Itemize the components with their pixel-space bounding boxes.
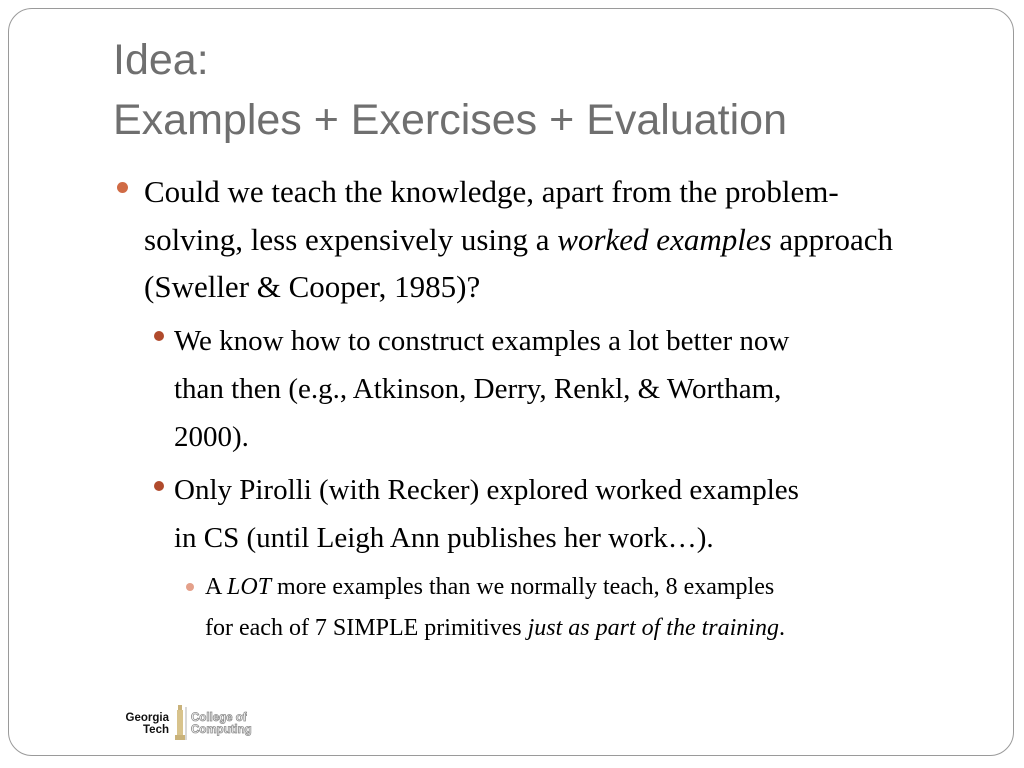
emphasis-text: LOT — [227, 574, 272, 600]
text-run: solving, less expensively using a — [144, 221, 558, 257]
logo-dept-line: Computing — [191, 724, 252, 736]
logo-org-name — [111, 712, 169, 736]
title-line-1: Idea: — [113, 36, 209, 84]
emphasis-text: just as part of the training — [527, 615, 779, 641]
bullet-line: than then (e.g., Atkinson, Derry, Renkl, & Wortham, — [174, 373, 782, 405]
bullet-line: in CS (until Leigh Ann publishes her work…). — [174, 522, 714, 554]
logo-org-line: Georgia — [125, 712, 169, 724]
bullet-line — [144, 216, 974, 264]
text-run: . — [778, 615, 785, 641]
logo-dept-name — [191, 712, 252, 736]
georgia-tech-logo — [111, 703, 261, 743]
bullet-line: 2000). — [174, 421, 249, 453]
text-run: more examples than we normally teach, 8 examples — [271, 574, 775, 600]
bullet-dot-level-1 — [117, 182, 128, 193]
bullet-line — [205, 567, 945, 608]
bullet-dot-level-2 — [154, 481, 164, 491]
logo-org-line: Tech — [143, 724, 169, 736]
text-run: approach — [771, 221, 894, 257]
bullet-level-3 — [205, 567, 945, 649]
bullet-line: Only Pirolli (with Recker) explored worked examples — [174, 474, 799, 506]
text-run: for each of 7 SIMPLE primitives — [205, 615, 528, 641]
bullet-level-1 — [144, 168, 974, 311]
bullet-line: Could we teach the knowledge, apart from the problem- — [144, 174, 839, 209]
bullet-level-2 — [174, 317, 964, 461]
slide-title — [113, 30, 787, 150]
emphasis-text: worked examples — [557, 221, 772, 257]
title-line-2: Examples + Exercises + Evaluation — [113, 96, 787, 144]
bullet-dot-level-3 — [186, 583, 194, 591]
bullet-dot-level-2 — [154, 331, 164, 341]
text-run: A — [205, 574, 228, 600]
logo-dept-line: College of — [191, 712, 247, 724]
bullet-line: (Sweller & Cooper, 1985)? — [144, 269, 481, 304]
bullet-line: We know how to construct examples a lot better now — [174, 325, 790, 357]
tower-icon — [173, 703, 187, 741]
bullet-line — [205, 608, 945, 649]
bullet-level-2 — [174, 466, 964, 562]
